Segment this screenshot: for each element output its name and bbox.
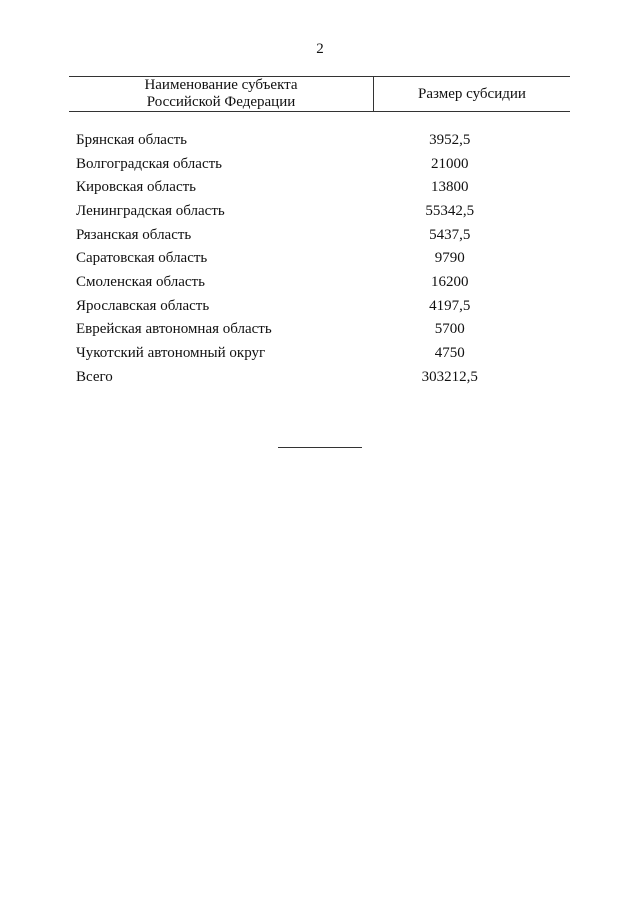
region-name: Саратовская область <box>76 250 208 267</box>
table-row <box>69 199 570 223</box>
table-row <box>69 294 570 318</box>
table-row <box>69 341 570 365</box>
subsidy-amount: 4750 <box>434 345 465 362</box>
subsidy-amount: 13800 <box>431 179 469 196</box>
region-name: Брянская область <box>76 131 188 148</box>
table-row <box>69 175 570 199</box>
region-name: Еврейская автономная область <box>76 321 272 338</box>
table-spacer <box>69 112 570 129</box>
region-name: Ленинградская область <box>76 202 225 219</box>
region-name: Смоленская область <box>76 273 205 290</box>
subsidy-amount: 5437,5 <box>429 226 471 243</box>
table-row <box>69 246 570 270</box>
subsidy-amount: 4197,5 <box>429 297 471 314</box>
region-name: Ярославская область <box>76 297 210 314</box>
subsidy-amount: 3952,5 <box>429 131 471 148</box>
subsidy-amount: 5700 <box>434 321 465 338</box>
page-number: 2 <box>316 41 324 57</box>
total-label: Всего <box>76 368 113 385</box>
table-row <box>69 270 570 294</box>
subsidy-table <box>69 76 570 389</box>
header-amount: Размер субсидии <box>374 77 571 112</box>
region-name: Рязанская область <box>76 226 192 243</box>
table-row <box>69 223 570 247</box>
table-row <box>69 318 570 342</box>
subsidy-amount: 16200 <box>431 273 469 290</box>
header-region-line1: Наименование субъекта <box>144 77 298 93</box>
table-row <box>69 152 570 176</box>
table-header-row <box>69 77 570 112</box>
subsidy-amount: 55342,5 <box>425 202 475 219</box>
header-region-line2: Российской Федерации <box>146 94 296 110</box>
region-name: Чукотский автономный округ <box>76 345 266 362</box>
table-row <box>69 128 570 152</box>
region-name: Волгоградская область <box>76 155 222 172</box>
table-total-row <box>69 365 570 389</box>
total-amount: 303212,5 <box>421 368 478 385</box>
header-region <box>69 77 374 112</box>
subsidy-amount: 21000 <box>431 155 469 172</box>
closing-rule <box>278 447 362 448</box>
subsidy-amount: 9790 <box>434 250 465 267</box>
region-name: Кировская область <box>76 179 197 196</box>
